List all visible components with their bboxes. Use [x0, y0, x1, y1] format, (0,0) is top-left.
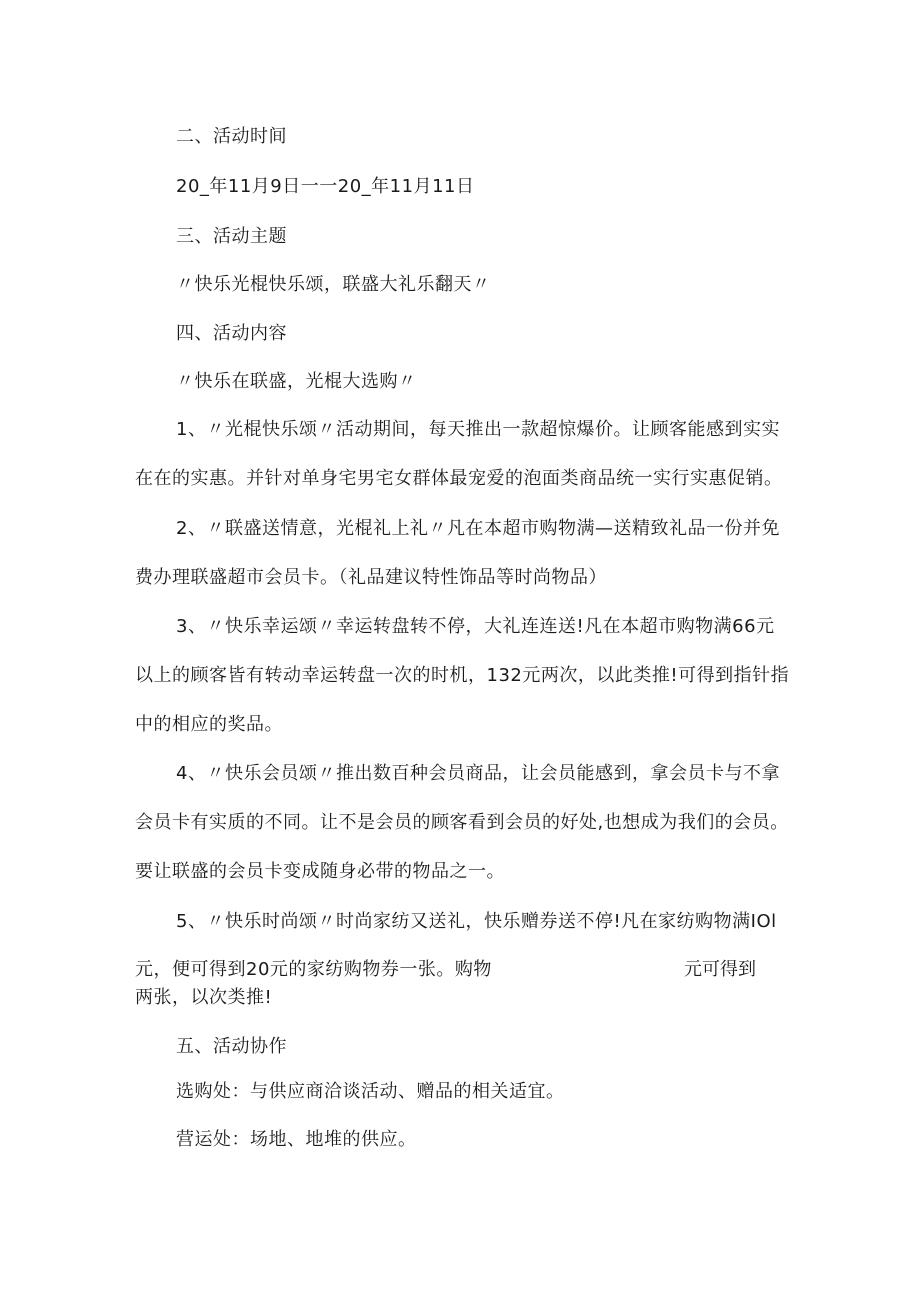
section3-heading: 三、活动主题 — [176, 226, 287, 247]
item5-line3: 两张，以次类推! — [135, 987, 273, 1008]
purchasing-duty: 选购处：与供应商洽谈活动、赠品的相关适宜。 — [176, 1081, 565, 1102]
item1-line1: 1、〃光棍快乐颂〃活动期间，每天推出一款超惊爆价。让顾客能感到实实 — [176, 419, 780, 440]
item1-line2: 在在的实惠。并针对单身宅男宅女群体最宠爱的泡面类商品统一实行实惠促销。 — [135, 468, 783, 489]
item5-line1: 5、〃快乐时尚颂〃时尚家纺又送礼，快乐赠券送不停!凡在家纺购物满IOl — [176, 911, 777, 932]
operations-duty: 营运处：场地、地堆的供应。 — [176, 1129, 417, 1150]
item3-line2: 以上的顾客皆有转动幸运转盘一次的时机，132元两次，以此类推!可得到指针指 — [135, 665, 790, 686]
item2-line2: 费办理联盛超市会员卡。（礼品建议特性饰品等时尚物品） — [135, 567, 607, 588]
item5-line2b: 元可得到 — [684, 959, 756, 980]
section5-heading: 五、活动协作 — [176, 1036, 287, 1057]
section3-theme: 〃快乐光棍快乐颂，联盛大礼乐翻天〃 — [176, 274, 491, 295]
item5-line2a: 元，便可得到20元的家纺购物券一张。购物 — [135, 959, 492, 980]
item4-line3: 要让联盛的会员卡变成随身必带的物品之一。 — [135, 861, 505, 882]
item4-line1: 4、〃快乐会员颂〃推出数百种会员商品，让会员能感到，拿会员卡与不拿 — [176, 763, 780, 784]
section2-heading: 二、活动时间 — [176, 126, 287, 147]
section4-heading: 四、活动内容 — [176, 323, 287, 344]
section2-dates: 20_年11月9日一一20_年11月11日 — [176, 176, 475, 197]
item2-line1: 2、〃联盛送情意，光棍礼上礼〃凡在本超市购物满—送精致礼品一份并免 — [176, 518, 780, 539]
item3-line3: 中的相应的奖品。 — [135, 714, 283, 735]
section4-slogan: 〃快乐在联盛，光棍大选购〃 — [176, 371, 417, 392]
item4-line2: 会员卡有实质的不同。让不是会员的顾客看到会员的好处,也想成为我们的会员。 — [135, 812, 789, 833]
item3-line1: 3、〃快乐幸运颂〃幸运转盘转不停，大礼连连送!凡在本超市购物满66元 — [176, 616, 775, 637]
